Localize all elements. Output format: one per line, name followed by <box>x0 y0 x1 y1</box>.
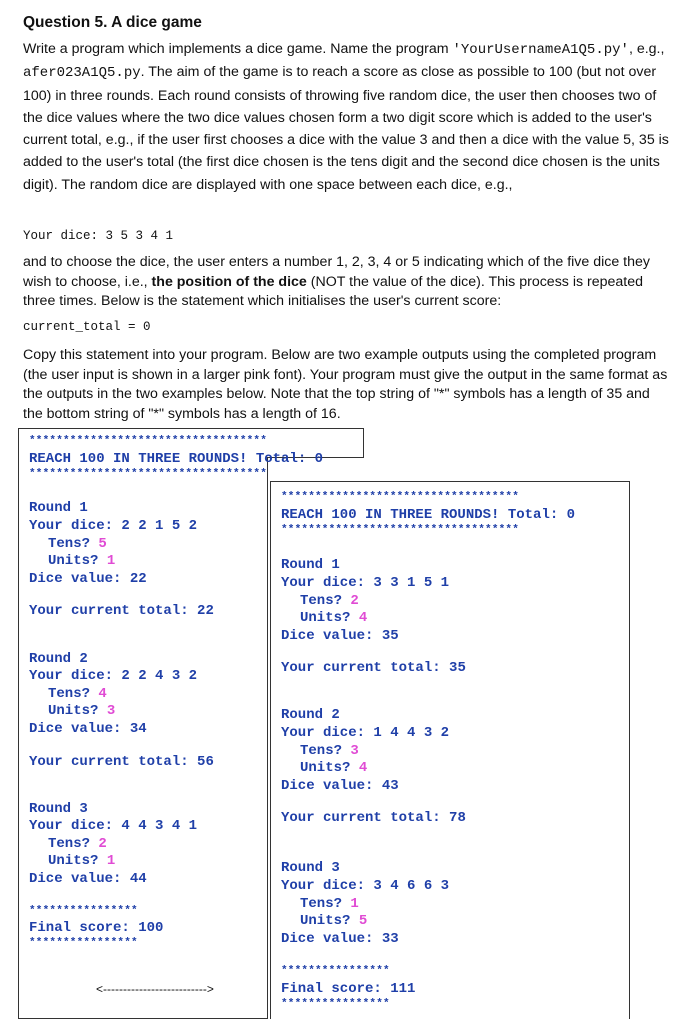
example1-round2-dice: Your dice: 2 2 4 3 2 <box>29 668 198 684</box>
example1-round2-value: Dice value: 34 <box>29 721 147 737</box>
example2-bottom-stars-2: **************** <box>281 998 390 1010</box>
example2-round3-units: Units? 5 <box>300 913 368 929</box>
user-input: 4 <box>358 760 368 776</box>
example1-round1-tens: Tens? 5 <box>48 536 107 552</box>
example1-round1-dice: Your dice: 2 2 1 5 2 <box>29 518 198 534</box>
example2-header-stars: *********************************** <box>281 524 520 536</box>
example1-round1-value: Dice value: 22 <box>29 571 147 587</box>
example1-final-score: Final score: 100 <box>29 920 164 936</box>
example1-round1-label: Round 1 <box>29 500 88 516</box>
example1-bottom-stars: **************** <box>29 905 138 917</box>
example2-round1-tens: Tens? 2 <box>300 593 359 609</box>
example-dice-line: Your dice: 3 5 3 4 1 <box>23 229 174 243</box>
example2-bottom-stars: **************** <box>281 965 390 977</box>
example2-round2-units: Units? 4 <box>300 760 368 776</box>
user-input: 2 <box>98 836 107 852</box>
example2-round3-value: Dice value: 33 <box>281 931 399 947</box>
copy-paragraph: Copy this statement into your program. Below are two example outputs using the completed program (the user input is shown in a larger pink font). Your program must give the output in the same format as the outputs in the two examples below. Note that the top string of "*" symbols has a length of 35 and the bottom string of "*" symbols has a length of 16. <box>23 347 668 422</box>
user-input: 5 <box>358 913 368 929</box>
example2-round1-units: Units? 4 <box>300 610 368 626</box>
user-input: 1 <box>106 853 116 869</box>
arrow-icon: <--------------------------> <box>96 982 214 996</box>
user-input: 2 <box>350 593 359 609</box>
choose-text-1: and to choose the dice, the user enters a number 1, 2, 3, 4 or 5 indicating which of the five dice they wish to choose, i.e., <box>23 254 650 290</box>
example1-round2-label: Round 2 <box>29 651 88 667</box>
choose-paragraph <box>23 253 673 312</box>
user-input: 3 <box>350 743 359 759</box>
intro-text-2: , e.g., <box>628 41 665 57</box>
init-statement: current_total = 0 <box>23 320 151 334</box>
example1-round3-tens: Tens? 2 <box>48 836 107 852</box>
example1-header: REACH 100 IN THREE ROUNDS! Total: 0 <box>29 451 324 467</box>
example1-round3-dice: Your dice: 4 4 3 4 1 <box>29 818 198 834</box>
example2-round2-label: Round 2 <box>281 707 340 723</box>
example2-round3-dice: Your dice: 3 4 6 6 3 <box>281 878 450 894</box>
intro-paragraph <box>23 38 673 196</box>
user-input: 1 <box>106 553 116 569</box>
example2-round2-value: Dice value: 43 <box>281 778 399 794</box>
intro-text-3: . The aim of the game is to reach a score as close as possible to 100 (but not over 100) in three rounds. Each round consists of throwing five random dice, the user then chooses two of the dice values where the two dice values chosen form a two digit score which is added to the user's current total, e.g., if the user first chooses a dice with the value 3 and then a dice with the value 5, 35 is added to the user's total (the first dice chosen is the tens digit and the second dice chosen is the units digit). The random dice are displayed with one space between each dice, e.g., <box>23 64 669 193</box>
example2-round1-value: Dice value: 35 <box>281 628 399 644</box>
example2-final-score: Final score: 111 <box>281 981 416 997</box>
example2-round2-tens: Tens? 3 <box>300 743 359 759</box>
example2-top-stars: *********************************** <box>281 491 520 503</box>
user-input: 4 <box>98 686 107 702</box>
example2-round2-total: Your current total: 78 <box>281 810 466 826</box>
example1-round3-label: Round 3 <box>29 801 88 817</box>
example2-round1-label: Round 1 <box>281 557 340 573</box>
example2-round1-total: Your current total: 35 <box>281 660 466 676</box>
example2-round2-dice: Your dice: 1 4 4 3 2 <box>281 725 450 741</box>
program-name-example: afer023A1Q5.py <box>23 65 141 82</box>
example1-round3-units: Units? 1 <box>48 853 116 869</box>
example1-round2-units: Units? 3 <box>48 703 116 719</box>
example1-top-stars: *********************************** <box>29 435 268 447</box>
example1-round1-units: Units? 1 <box>48 553 116 569</box>
example2-round3-label: Round 3 <box>281 860 340 876</box>
choose-text-bold: the position of the dice <box>151 273 307 290</box>
question-title: Question 5. A dice game <box>23 14 202 31</box>
example1-header-stars: *********************************** <box>29 468 268 480</box>
user-input: 1 <box>350 896 359 912</box>
example2-round1-dice: Your dice: 3 3 1 5 1 <box>281 575 450 591</box>
user-input: 3 <box>106 703 116 719</box>
example1-round2-tens: Tens? 4 <box>48 686 107 702</box>
example1-round1-total: Your current total: 22 <box>29 603 214 619</box>
example2-header: REACH 100 IN THREE ROUNDS! Total: 0 <box>281 507 576 523</box>
example2-round3-tens: Tens? 1 <box>300 896 359 912</box>
intro-text-1: Write a program which implements a dice game. Name the program <box>23 41 449 57</box>
program-name-template: 'YourUsernameA1Q5.py' <box>452 42 629 58</box>
example1-bottom-stars-2: **************** <box>29 937 138 949</box>
user-input: 4 <box>358 610 368 626</box>
choose-text-2: (NOT the value of the dice). This process is repeated three times. Below is the statement which initialises the user's current score: <box>23 273 644 310</box>
user-input: 5 <box>98 536 107 552</box>
example1-round2-total: Your current total: 56 <box>29 754 214 770</box>
example1-round3-value: Dice value: 44 <box>29 871 147 887</box>
